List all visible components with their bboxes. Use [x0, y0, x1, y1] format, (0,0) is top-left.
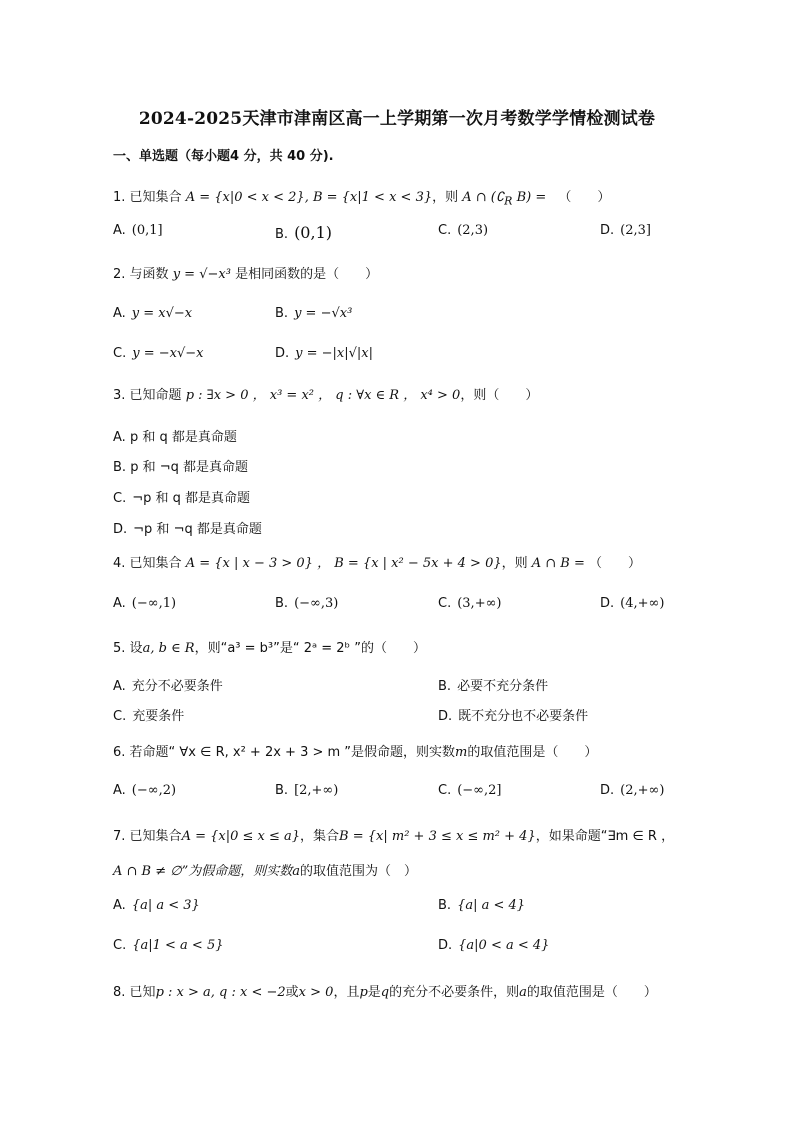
- q1-option-d: D. (2,3]: [600, 223, 651, 238]
- q3-option-d: D. ¬p 和 ¬q 都是真命题: [113, 522, 262, 537]
- question-7-line-2: A ∩ B ≠ ∅”为假命题，则实数a的取值范围为（ ）: [113, 864, 418, 879]
- q7-option-d: D. {a|0 < a < 4}: [438, 938, 550, 953]
- q6-option-b: B. [2,+∞): [275, 783, 339, 798]
- question-3: 3. 已知命题 p : ∃x > 0 ， x³ = x² ， q : ∀x ∈ R ， x⁴ > 0，则（ ）: [113, 388, 539, 403]
- q5-option-b: B. 必要不充分条件: [438, 679, 549, 694]
- q5-option-c: C. 充要条件: [113, 709, 185, 724]
- question-8: 8. 已知p : x > a, q : x < −2或x > 0，且p是q的充分不必要条件，则a的取值范围是（ ）: [113, 985, 657, 1000]
- question-5: 5. 设a, b ∈ R，则“a³ = b³”是“ 2ᵃ = 2ᵇ ”的（ ）: [113, 641, 426, 656]
- question-2: 2. 与函数 y = √−x³ 是相同函数的是（ ）: [113, 267, 379, 282]
- q2-option-d: D. y = −|x|√|x|: [275, 346, 374, 361]
- q7-option-b: B. {a| a < 4}: [438, 898, 526, 913]
- q7-option-a: A. {a| a < 3}: [113, 898, 200, 913]
- q2-option-c: C. y = −x√−x: [113, 346, 204, 361]
- q5-option-a: A. 充分不必要条件: [113, 679, 223, 694]
- question-1: 1. 已知集合 A = {x|0 < x < 2}, B = {x|1 < x < 3}，则 A ∩ ($∁_R$ B) = （ ）: [113, 190, 611, 208]
- q2-option-b: B. y = −√x³: [275, 306, 353, 321]
- exam-title: 2024-2025天津市津南区高一上学期第一次月考数学学情检测试卷: [138, 109, 656, 129]
- question-7: 7. 已知集合A = {x|0 ≤ x ≤ a}，集合B = {x| m² + 3 ≤ x ≤ m² + 4}，如果命题“∃m ∈ R ，: [113, 829, 675, 844]
- q1-option-c: C. (2,3): [438, 223, 489, 238]
- q1-option-a: A. (0,1]: [113, 223, 163, 238]
- q3-option-b: B. p 和 ¬q 都是真命题: [113, 460, 248, 475]
- q1-option-b: B. (0,1): [275, 223, 332, 242]
- q6-option-c: C. (−∞,2]: [438, 783, 502, 798]
- q7-option-c: C. {a|1 < a < 5}: [113, 938, 224, 953]
- q3-option-a: A. p 和 q 都是真命题: [113, 430, 237, 445]
- q4-option-d: D. (4,+∞): [600, 596, 665, 611]
- q4-option-c: C. (3,+∞): [438, 596, 502, 611]
- question-6: 6. 若命题“ ∀x ∈ R, x² + 2x + 3 > m ”是假命题，则实数m的取值范围是（ ）: [113, 745, 598, 760]
- q5-option-d: D. 既不充分也不必要条件: [438, 709, 589, 724]
- q4-option-b: B. (−∞,3): [275, 596, 339, 611]
- q2-option-a: A. y = x√−x: [113, 306, 193, 321]
- question-4: 4. 已知集合 A = {x | x − 3 > 0} ， B = {x | x² − 5x + 4 > 0}，则 A ∩ B = （ ）: [113, 556, 642, 571]
- q6-option-d: D. (2,+∞): [600, 783, 665, 798]
- q4-option-a: A. (−∞,1): [113, 596, 177, 611]
- section-heading: 一、单选题（每小题4 分，共 40 分).: [113, 149, 334, 164]
- q3-option-c: C. ¬p 和 q 都是真命题: [113, 491, 251, 506]
- q6-option-a: A. (−∞,2): [113, 783, 177, 798]
